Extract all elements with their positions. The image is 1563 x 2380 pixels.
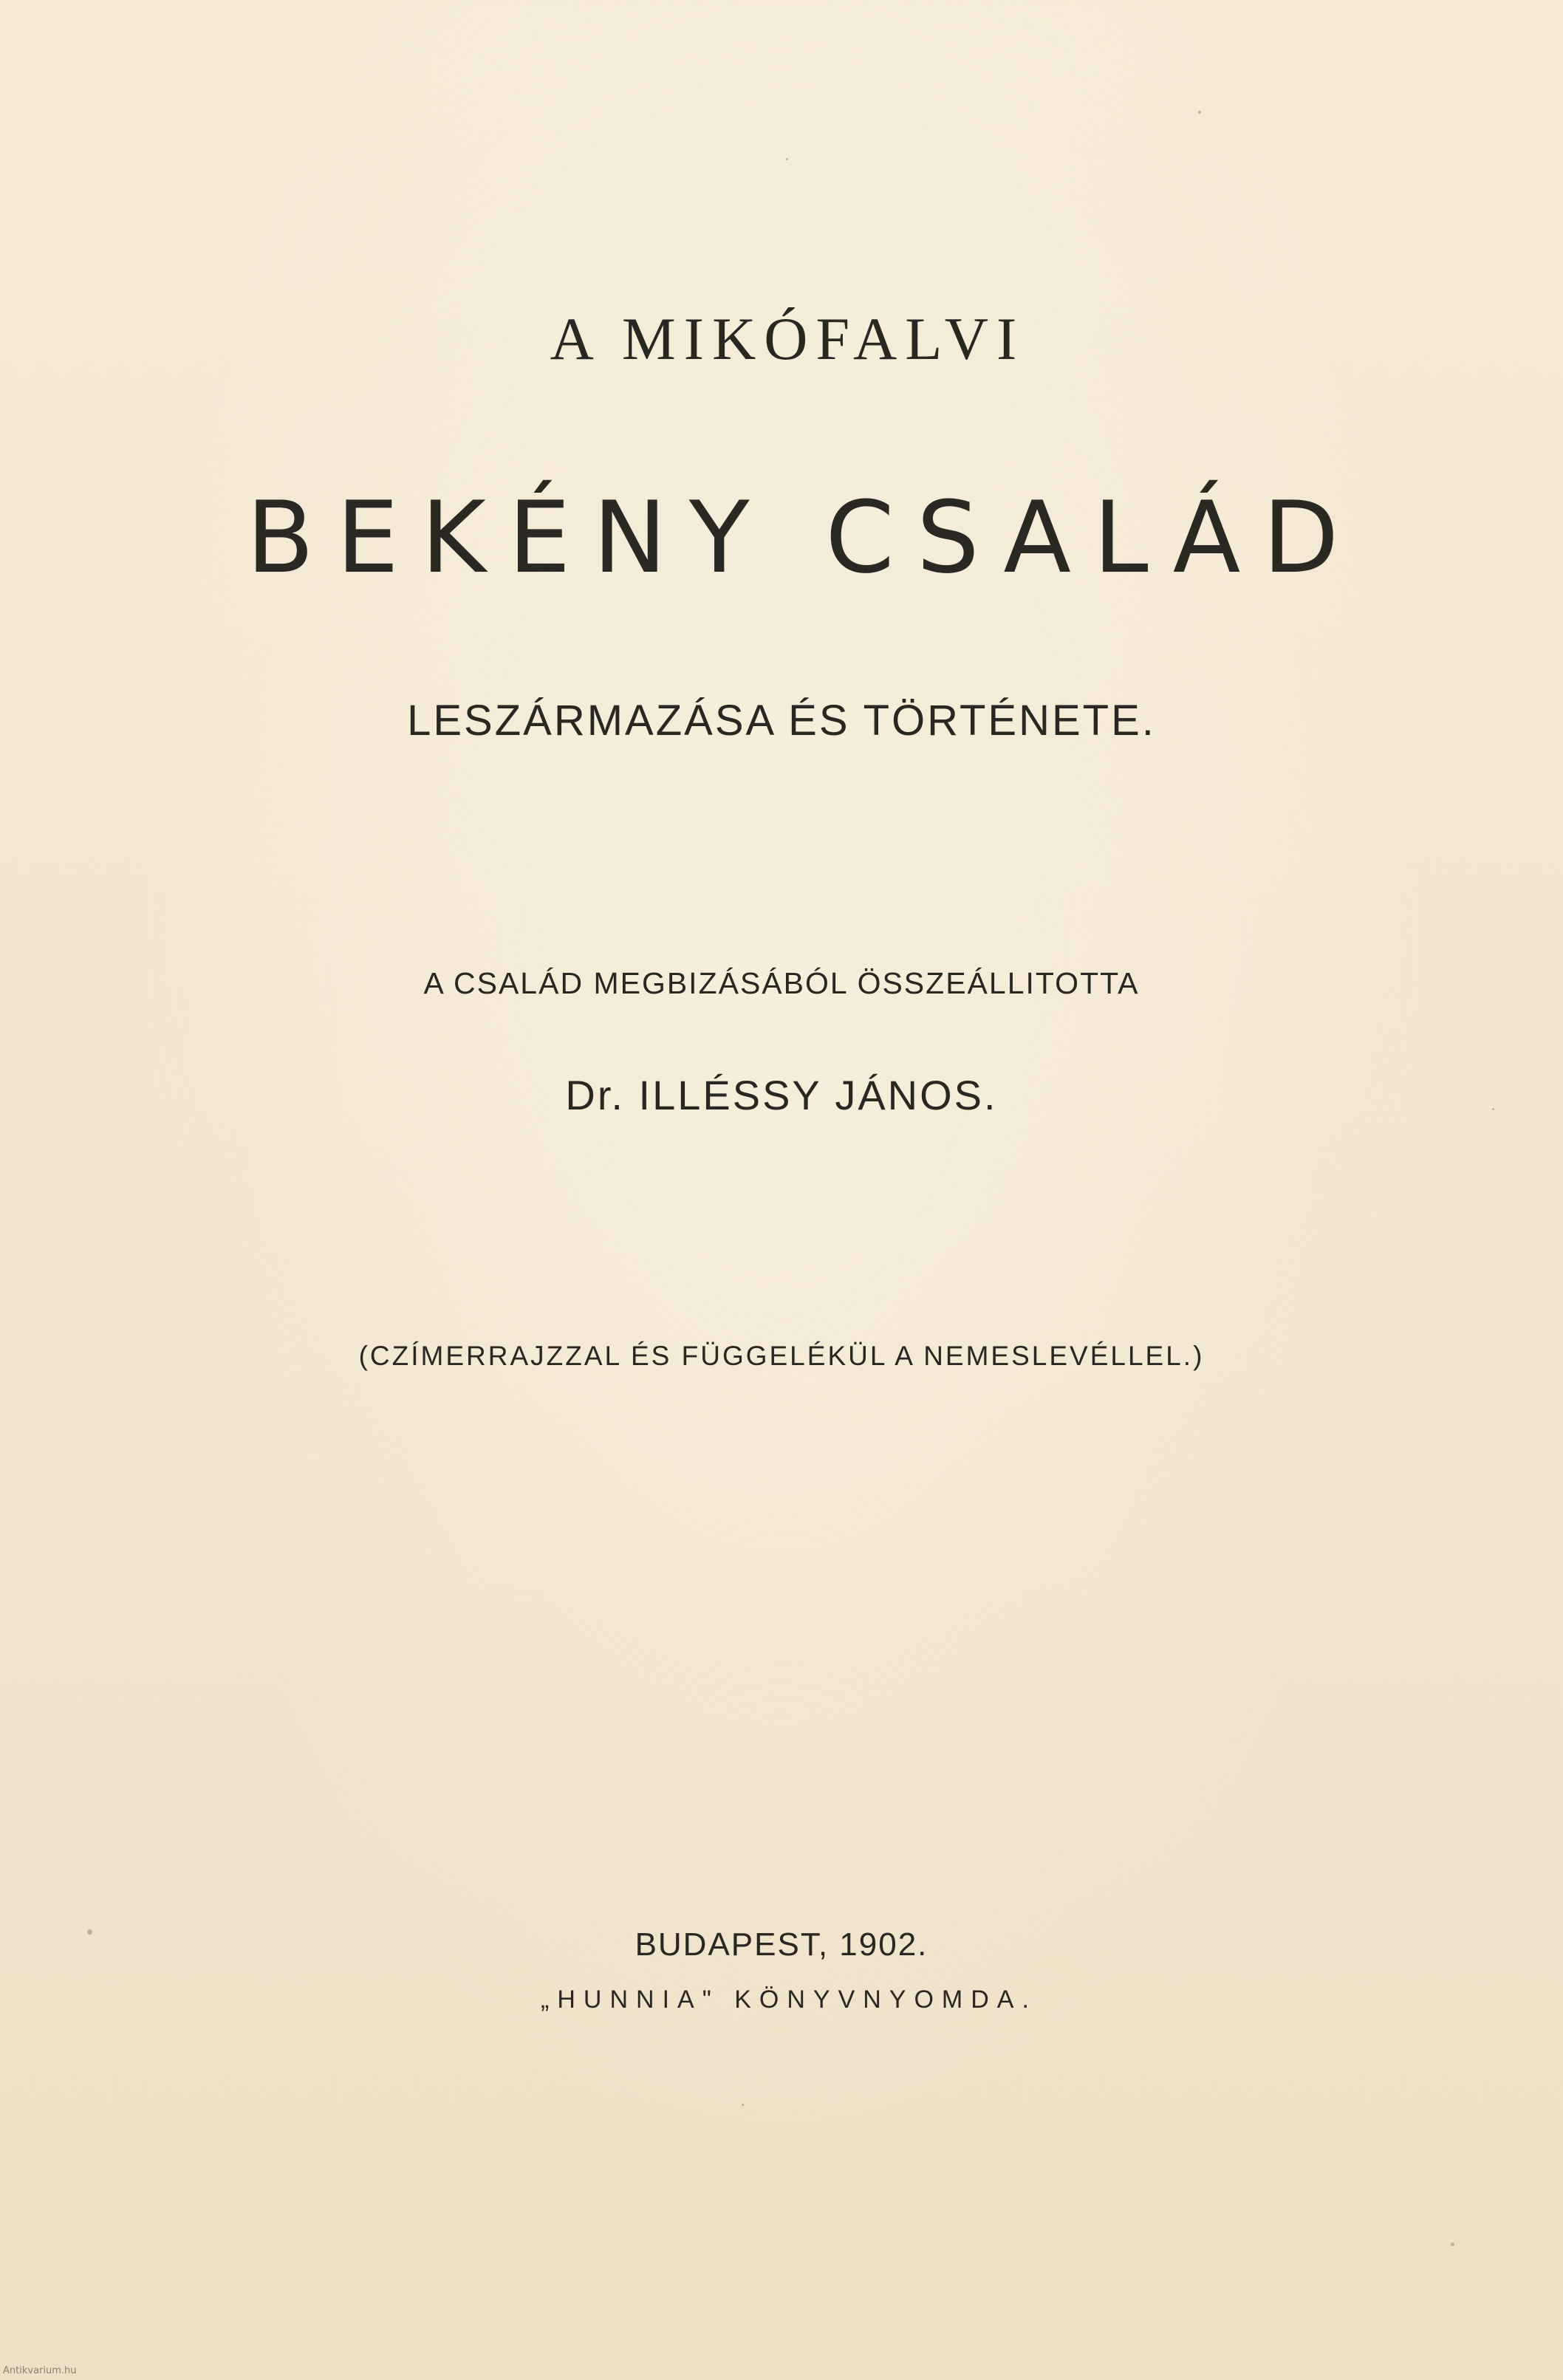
paper-speck: [1198, 111, 1201, 114]
paper-speck: [786, 158, 788, 160]
main-title: BEKÉNY CSALÁD: [246, 480, 1361, 595]
paper-speck: [742, 2104, 744, 2106]
pre-title: A MIKÓFALVI: [550, 305, 1025, 372]
subtitle: LESZÁRMAZÁSA ÉS TÖRTÉNETE.: [407, 697, 1156, 745]
paper-speck: [1451, 2243, 1454, 2246]
author-name: Dr. ILLÉSSY JÁNOS.: [565, 1072, 998, 1118]
paper-speck: [87, 1929, 92, 1935]
watermark: Antikvarium.hu: [3, 2365, 77, 2376]
paper-speck: [1492, 1108, 1494, 1110]
illustration-note: (CZÍMERRAJZZAL ÉS FÜGGELÉKÜL A NEMESLEVÉLLEL.): [358, 1341, 1205, 1371]
compiled-by-line: A CSALÁD MEGBIZÁSÁBÓL ÖSSZEÁLLITOTTA: [423, 966, 1140, 1000]
printer-name: „HUNNIA" KÖNYVNYOMDA.: [541, 1986, 1037, 2014]
place-and-year: BUDAPEST, 1902.: [635, 1926, 928, 1963]
